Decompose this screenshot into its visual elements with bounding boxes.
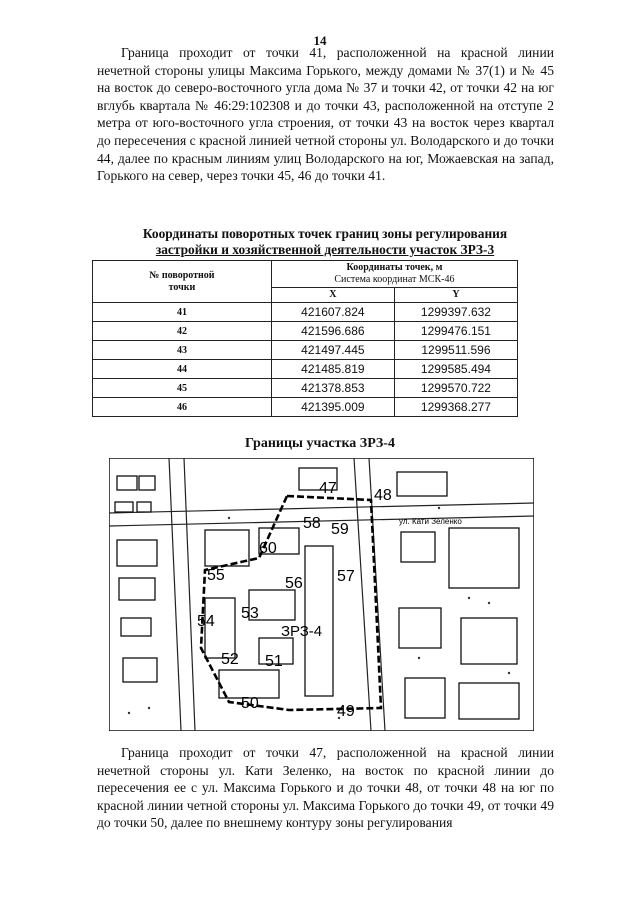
map-point-label: 55	[207, 567, 225, 584]
map-point-label: 51	[265, 653, 283, 670]
point-number: 44	[93, 360, 272, 379]
table-row	[93, 398, 518, 417]
map-point-label: 58	[303, 515, 321, 532]
header-point-number	[93, 261, 272, 303]
coord-x: 421596.686	[271, 322, 394, 341]
street-label: ул. Кати Зеленко	[399, 517, 462, 526]
header-coords-line2: Система координат МСК-46	[334, 274, 455, 285]
table-row	[93, 379, 518, 398]
point-number: 43	[93, 341, 272, 360]
table-row	[93, 322, 518, 341]
point-number: 46	[93, 398, 272, 417]
table-title-line2: застройки и хозяйственной деятельности участок ЗРЗ-3	[155, 242, 495, 257]
map-point-label: 56	[285, 575, 303, 592]
map-point-label: 52	[221, 651, 239, 668]
coord-y: 1299476.151	[394, 322, 517, 341]
zone-label: ЗРЗ-4	[281, 623, 323, 640]
header-point-line1: № поворотной	[149, 269, 215, 281]
coord-x: 421485.819	[271, 360, 394, 379]
coord-y: 1299570.722	[394, 379, 517, 398]
section-title: Границы участка ЗРЗ-4	[245, 436, 395, 451]
header-y: Y	[394, 288, 517, 303]
map-point-label: 50	[241, 695, 259, 712]
paragraph-text: Граница проходит от точки 47, расположенной на красной линии нечетной стороны ул. Кати Зеленко, на восток по красной линии до пересечения ее с ул. Максима Горького и до точки 48, от точки 48 на юг по красной линии четной стороны ул. Максима Горького до точки 49, от точки 49 до точки 50, далее по внешнему контуру зоны регулирования	[97, 745, 554, 831]
header-coords-line1: Координаты точек, м	[346, 262, 443, 273]
map-point-label: 57	[337, 568, 355, 585]
paragraph-text: Граница проходит от точки 41, расположенной на красной линии нечетной стороны улицы Максима Горького, между домами № 37(1) и № 45 на восток до северо-восточного угла дома № 37 и точки 42, от точки 42 на юг вглубь квартала № 46:29:102308 и до точки 43, расположенной на отступе 2 метра от юго-восточного угла строения, от точки 43 на восток через квартал до пересечения с красной линией четной стороны ул. Володарского и до точки 44, далее по красным линиям улиц Володарского на юг, Можаевская на запад, Горького на север, через точки 45, 46 до точки 41.	[97, 45, 554, 184]
cadastral-map	[109, 458, 534, 731]
table-title-line1: Координаты поворотных точек границ зоны регулирования	[142, 226, 508, 241]
coord-x: 421378.853	[271, 379, 394, 398]
map-point-label: 60	[259, 540, 277, 557]
point-number: 41	[93, 303, 272, 322]
header-x: X	[271, 288, 394, 303]
coord-x: 421607.824	[271, 303, 394, 322]
map-point-label: 59	[331, 521, 349, 538]
map-point-label: 49	[337, 703, 355, 720]
map-point-label: 53	[241, 605, 259, 622]
table-row	[93, 360, 518, 379]
coord-y: 1299585.494	[394, 360, 517, 379]
boundary-description-zrz4	[97, 744, 554, 832]
coord-x: 421395.009	[271, 398, 394, 417]
point-number: 45	[93, 379, 272, 398]
map-point-label: 54	[197, 613, 215, 630]
coord-y: 1299397.632	[394, 303, 517, 322]
point-number: 42	[93, 322, 272, 341]
coordinates-table	[92, 260, 518, 417]
table-row	[93, 341, 518, 360]
coord-x: 421497.445	[271, 341, 394, 360]
map-point-label: 48	[374, 487, 392, 504]
coord-y: 1299368.277	[394, 398, 517, 417]
header-point-line2: точки	[168, 281, 196, 293]
table-title	[90, 226, 560, 258]
map-point-label: 47	[319, 480, 337, 497]
page-number: 14	[313, 33, 327, 48]
map-drawing	[109, 458, 534, 731]
header-coordinates	[271, 261, 517, 288]
table-row	[93, 303, 518, 322]
coord-y: 1299511.596	[394, 341, 517, 360]
boundary-description-zrz3	[97, 44, 554, 185]
